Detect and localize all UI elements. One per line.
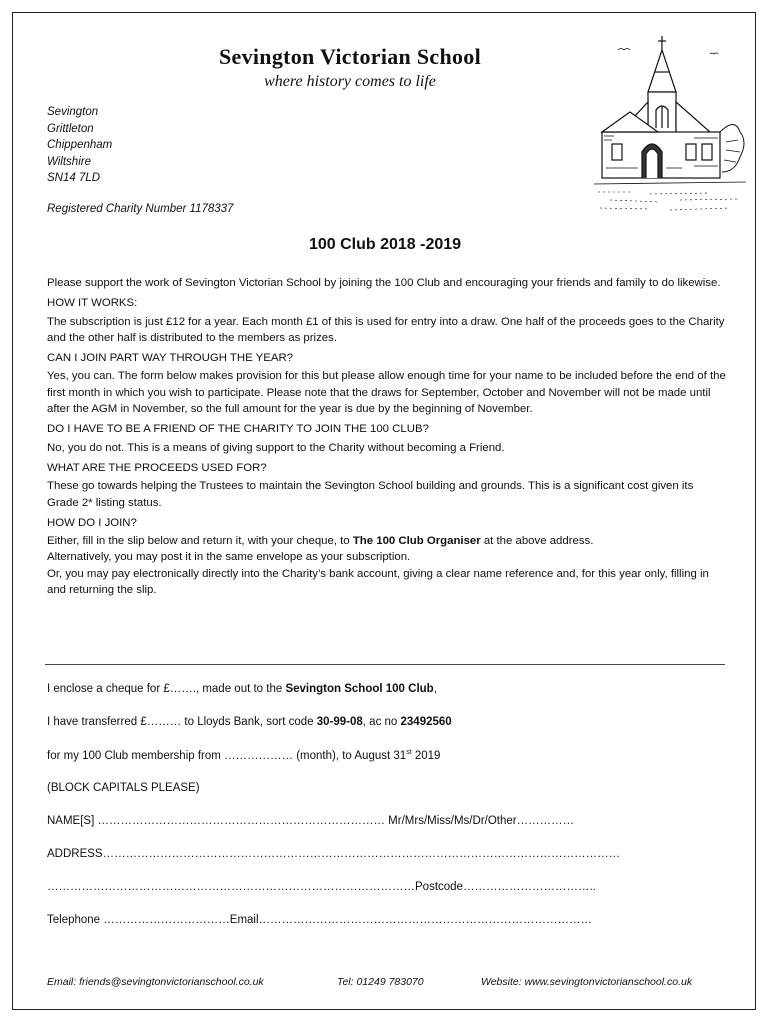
membership-line — [47, 749, 440, 762]
join-alternative: Alternatively, you may post it in the same envelope as your subscription. — [47, 551, 411, 564]
organiser-name: The 100 Club Organiser — [352, 535, 481, 548]
slip-text: 2019 — [411, 749, 441, 762]
school-address — [47, 104, 112, 187]
slip-text: , — [433, 683, 437, 695]
faq-answer: Yes, you can. The form below makes provision for this but please allow enough time for your name to be included before the end of the first month in which you wish to participate. Please note that the draws for September, October and November will not be made until after the AGM in November, so the full amount for the year is due by the beginning of November. — [47, 370, 726, 416]
slip-text: for my 100 Club membership from ……………… (month), to August 31 — [47, 749, 407, 762]
telephone-email-field[interactable]: Telephone ……………………………Email…………………………………………………………………………… — [47, 914, 593, 926]
cheque-line — [47, 683, 437, 695]
victorian-school-building-icon — [590, 32, 750, 222]
faq-answer: The subscription is just £12 for a year. Each month £1 of this is used for entry into a draw. One half of the proceeds goes to the Charity and the other half is distributed to the members as prizes. — [47, 315, 725, 344]
address-line: Grittleton — [47, 122, 94, 135]
faq-question: WHAT ARE THE PROCEEDS USED FOR? — [47, 461, 267, 474]
transfer-line — [47, 716, 452, 728]
charity-number: Registered Charity Number 1178337 — [47, 203, 234, 215]
address-line: Wiltshire — [47, 155, 91, 168]
school-title: Sevington Victorian School — [218, 44, 482, 69]
document-body — [47, 275, 727, 598]
address-field[interactable]: ADDRESS……………………………………………………………………………………………………………………… — [47, 848, 621, 860]
address-line: Chippenham — [47, 139, 113, 151]
faq-question: DO I HAVE TO BE A FRIEND OF THE CHARITY TO JOIN THE 100 CLUB? — [47, 423, 429, 436]
address-line: Sevington — [47, 106, 99, 118]
join-electronic: Or, you may pay electronically directly into the Charity’s bank account, giving a clear name reference and, for this year only, filling in and returning the slip. — [47, 567, 709, 597]
block-capitals-note: (BLOCK CAPITALS PLEASE) — [47, 782, 200, 794]
section-divider — [45, 664, 725, 665]
postcode-field[interactable]: ……………………………………………………………………………………Postcode…………………………….. — [47, 881, 596, 893]
join-text: Either, fill in the slip below and return it, with your cheque, to — [47, 535, 353, 548]
ordinal-suffix: st — [406, 749, 412, 756]
faq-question: HOW IT WORKS: — [47, 297, 138, 310]
school-tagline: where history comes to life — [264, 73, 436, 90]
slip-text: I enclose a cheque for £……., made out to the — [47, 683, 286, 695]
join-instructions — [47, 533, 727, 549]
faq-answer: No, you do not. This is a means of giving support to the Charity without becoming a Friend. — [47, 441, 505, 454]
payee-name: Sevington School 100 Club — [285, 683, 434, 695]
slip-text: , ac no — [362, 716, 401, 728]
document-title: 100 Club 2018 -2019 — [308, 236, 462, 253]
name-field[interactable]: NAME[S] ………………………………………………………………… Mr/Mrs/Miss/Ms/Dr/Other…………… — [47, 815, 575, 827]
faq-question: HOW DO I JOIN? — [47, 516, 137, 529]
footer-telephone: Tel: 01249 783070 — [337, 976, 424, 988]
address-line: SN14 7LD — [47, 172, 101, 184]
faq-question: CAN I JOIN PART WAY THROUGH THE YEAR? — [47, 352, 294, 365]
sort-code: 30-99-08 — [316, 716, 363, 728]
join-text: at the above address. — [480, 535, 594, 548]
slip-text: I have transferred £……… to Lloyds Bank, sort code — [47, 716, 317, 728]
account-number: 23492560 — [400, 716, 452, 728]
faq-answer: These go towards helping the Trustees to maintain the Sevington School building and grounds. This is a significant cost given its Grade 2* listing status. — [47, 480, 694, 509]
footer-website: Website: www.sevingtonvictorianschool.co.uk — [481, 976, 693, 988]
footer-email: Email: friends@sevingtonvictorianschool.co.uk — [47, 976, 264, 988]
intro-paragraph: Please support the work of Sevington Victorian School by joining the 100 Club and encouraging your friends and family to do likewise. — [47, 277, 721, 289]
